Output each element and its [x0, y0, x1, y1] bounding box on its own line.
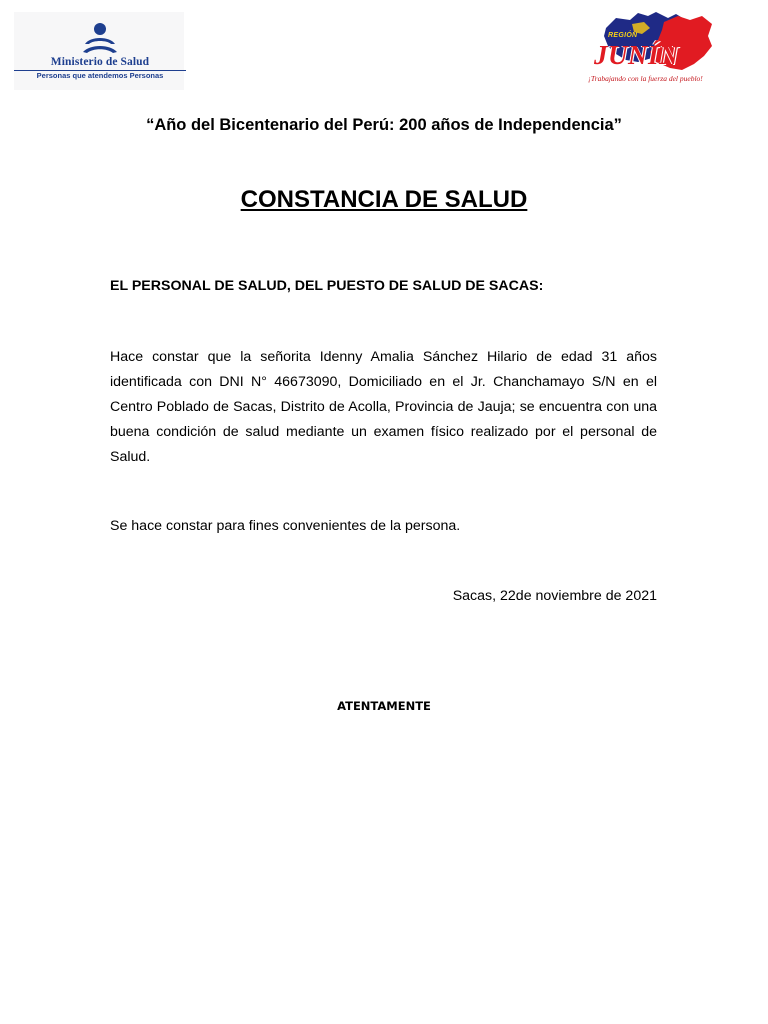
ministerio-de-salud-logo: [14, 12, 184, 90]
minsa-logo-name: Ministerio de Salud: [50, 56, 150, 68]
document-title: [0, 186, 768, 214]
issuer-heading: EL PERSONAL DE SALUD, DEL PUESTO DE SALUD DE SACAS:: [110, 278, 544, 294]
body-paragraph: Hace constar que la señorita Idenny Amalia Sánchez Hilario de edad 31 años identificada con DNI N° 46673090, Domiciliado en el Jr. Chanchamayo S/N en el Centro Poblado de Sacas, Distrito de Acolla, Provincia de Jauja; se encuentra con una buena condición de salud mediante un examen físico realizado por el personal de Salud.: [110, 349, 657, 465]
junin-logo-name: JUNÍN: [594, 40, 680, 70]
document-title-text: CONSTANCIA DE SALUD: [240, 186, 528, 213]
signoff: ATENTAMENTE: [337, 699, 431, 713]
junin-logo-region: REGIÓN: [608, 32, 638, 39]
year-title: “Año del Bicentenario del Perú: 200 años de Independencia”: [146, 116, 622, 134]
region-junin-logo: [586, 10, 718, 90]
closing-text: Se hace constar para fines convenientes de la persona.: [110, 518, 461, 534]
minsa-person-icon: [82, 22, 118, 56]
minsa-logo-tagline: Personas que atendemos Personas: [14, 70, 186, 80]
place-date: Sacas, 22de noviembre de 2021: [452, 588, 657, 604]
junin-logo-slogan: ¡Trabajando con la fuerza del pueblo!: [588, 74, 703, 83]
